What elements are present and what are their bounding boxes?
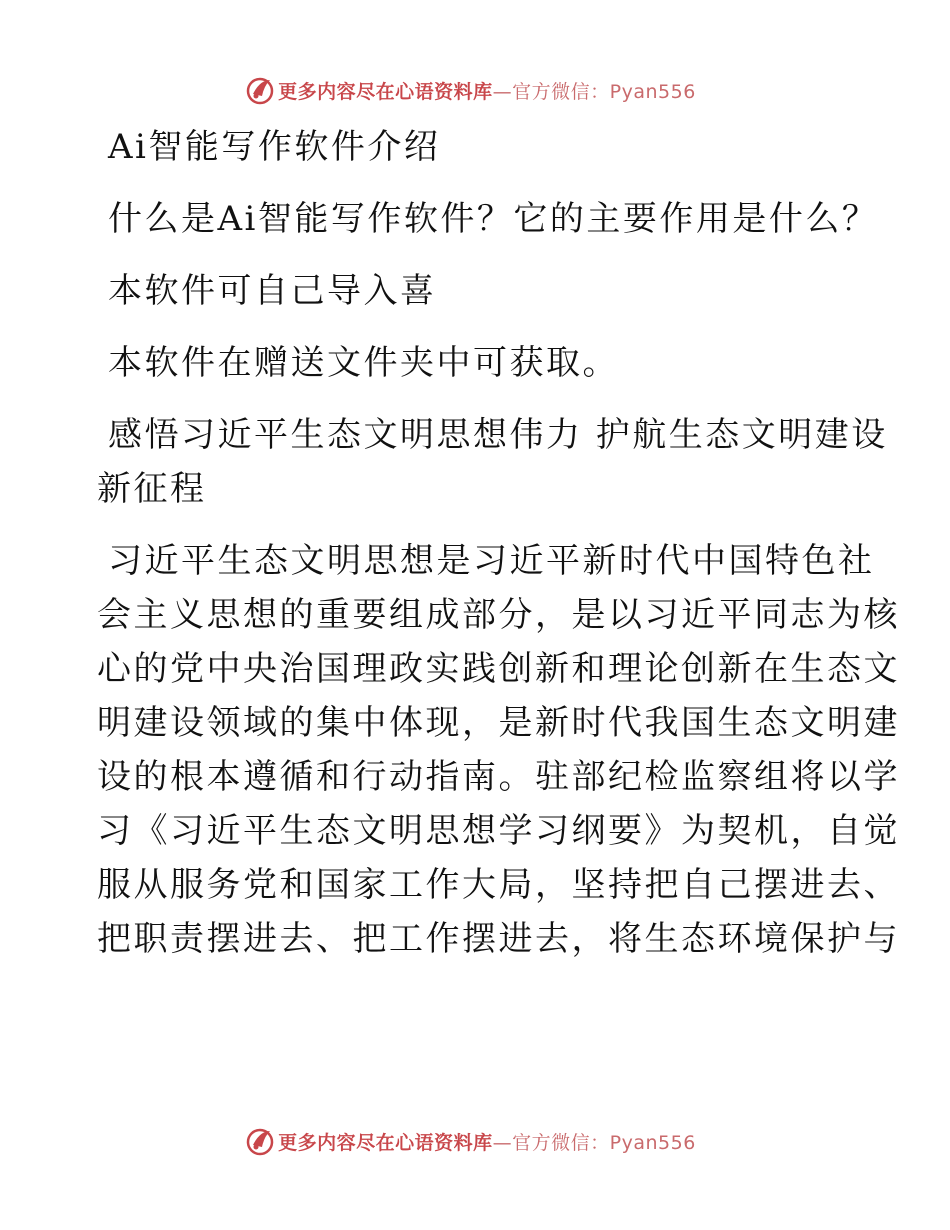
- doc-line-2: 什么是Ai智能写作软件？它的主要作用是什么？: [108, 199, 879, 239]
- header-banner: [0, 73, 950, 107]
- brand-logo-icon: [244, 74, 276, 106]
- body-line: 把职责摆进去、把工作摆进去，将生态环境保护与: [97, 919, 900, 959]
- doc-line-4: 本软件在赠送文件夹中可获取。: [108, 343, 619, 383]
- doc-line-1: Ai智能写作软件介绍: [108, 127, 441, 167]
- body-line: 习《习近平生态文明思想学习纲要》为契机，自觉: [97, 811, 900, 851]
- body-line: 明建设领域的集中体现，是新时代我国生态文明建: [97, 703, 900, 743]
- article-title-line-1: 感悟习近平生态文明思想伟力 护航生态文明建设: [108, 415, 888, 455]
- body-line: 设的根本遵循和行动指南。驻部纪检监察组将以学: [97, 757, 900, 797]
- body-line: 心的党中央治国理政实践创新和理论创新在生态文: [97, 649, 900, 689]
- brand-logo-icon: [244, 1125, 276, 1157]
- body-line: 会主义思想的重要组成部分，是以习近平同志为核: [97, 595, 900, 635]
- footer-banner: [0, 1124, 950, 1158]
- header-banner-text: 更多内容尽在心语资料库—官方微信：Pyan556: [278, 80, 696, 103]
- doc-line-3: 本软件可自己导入喜: [108, 271, 437, 311]
- body-line: 服从服务党和国家工作大局，坚持把自己摆进去、: [97, 865, 900, 905]
- footer-banner-text: 更多内容尽在心语资料库—官方微信：Pyan556: [278, 1131, 696, 1154]
- article-title-line-2: 新征程: [97, 469, 207, 509]
- body-line: 习近平生态文明思想是习近平新时代中国特色社: [108, 541, 875, 581]
- document-body: [97, 120, 900, 966]
